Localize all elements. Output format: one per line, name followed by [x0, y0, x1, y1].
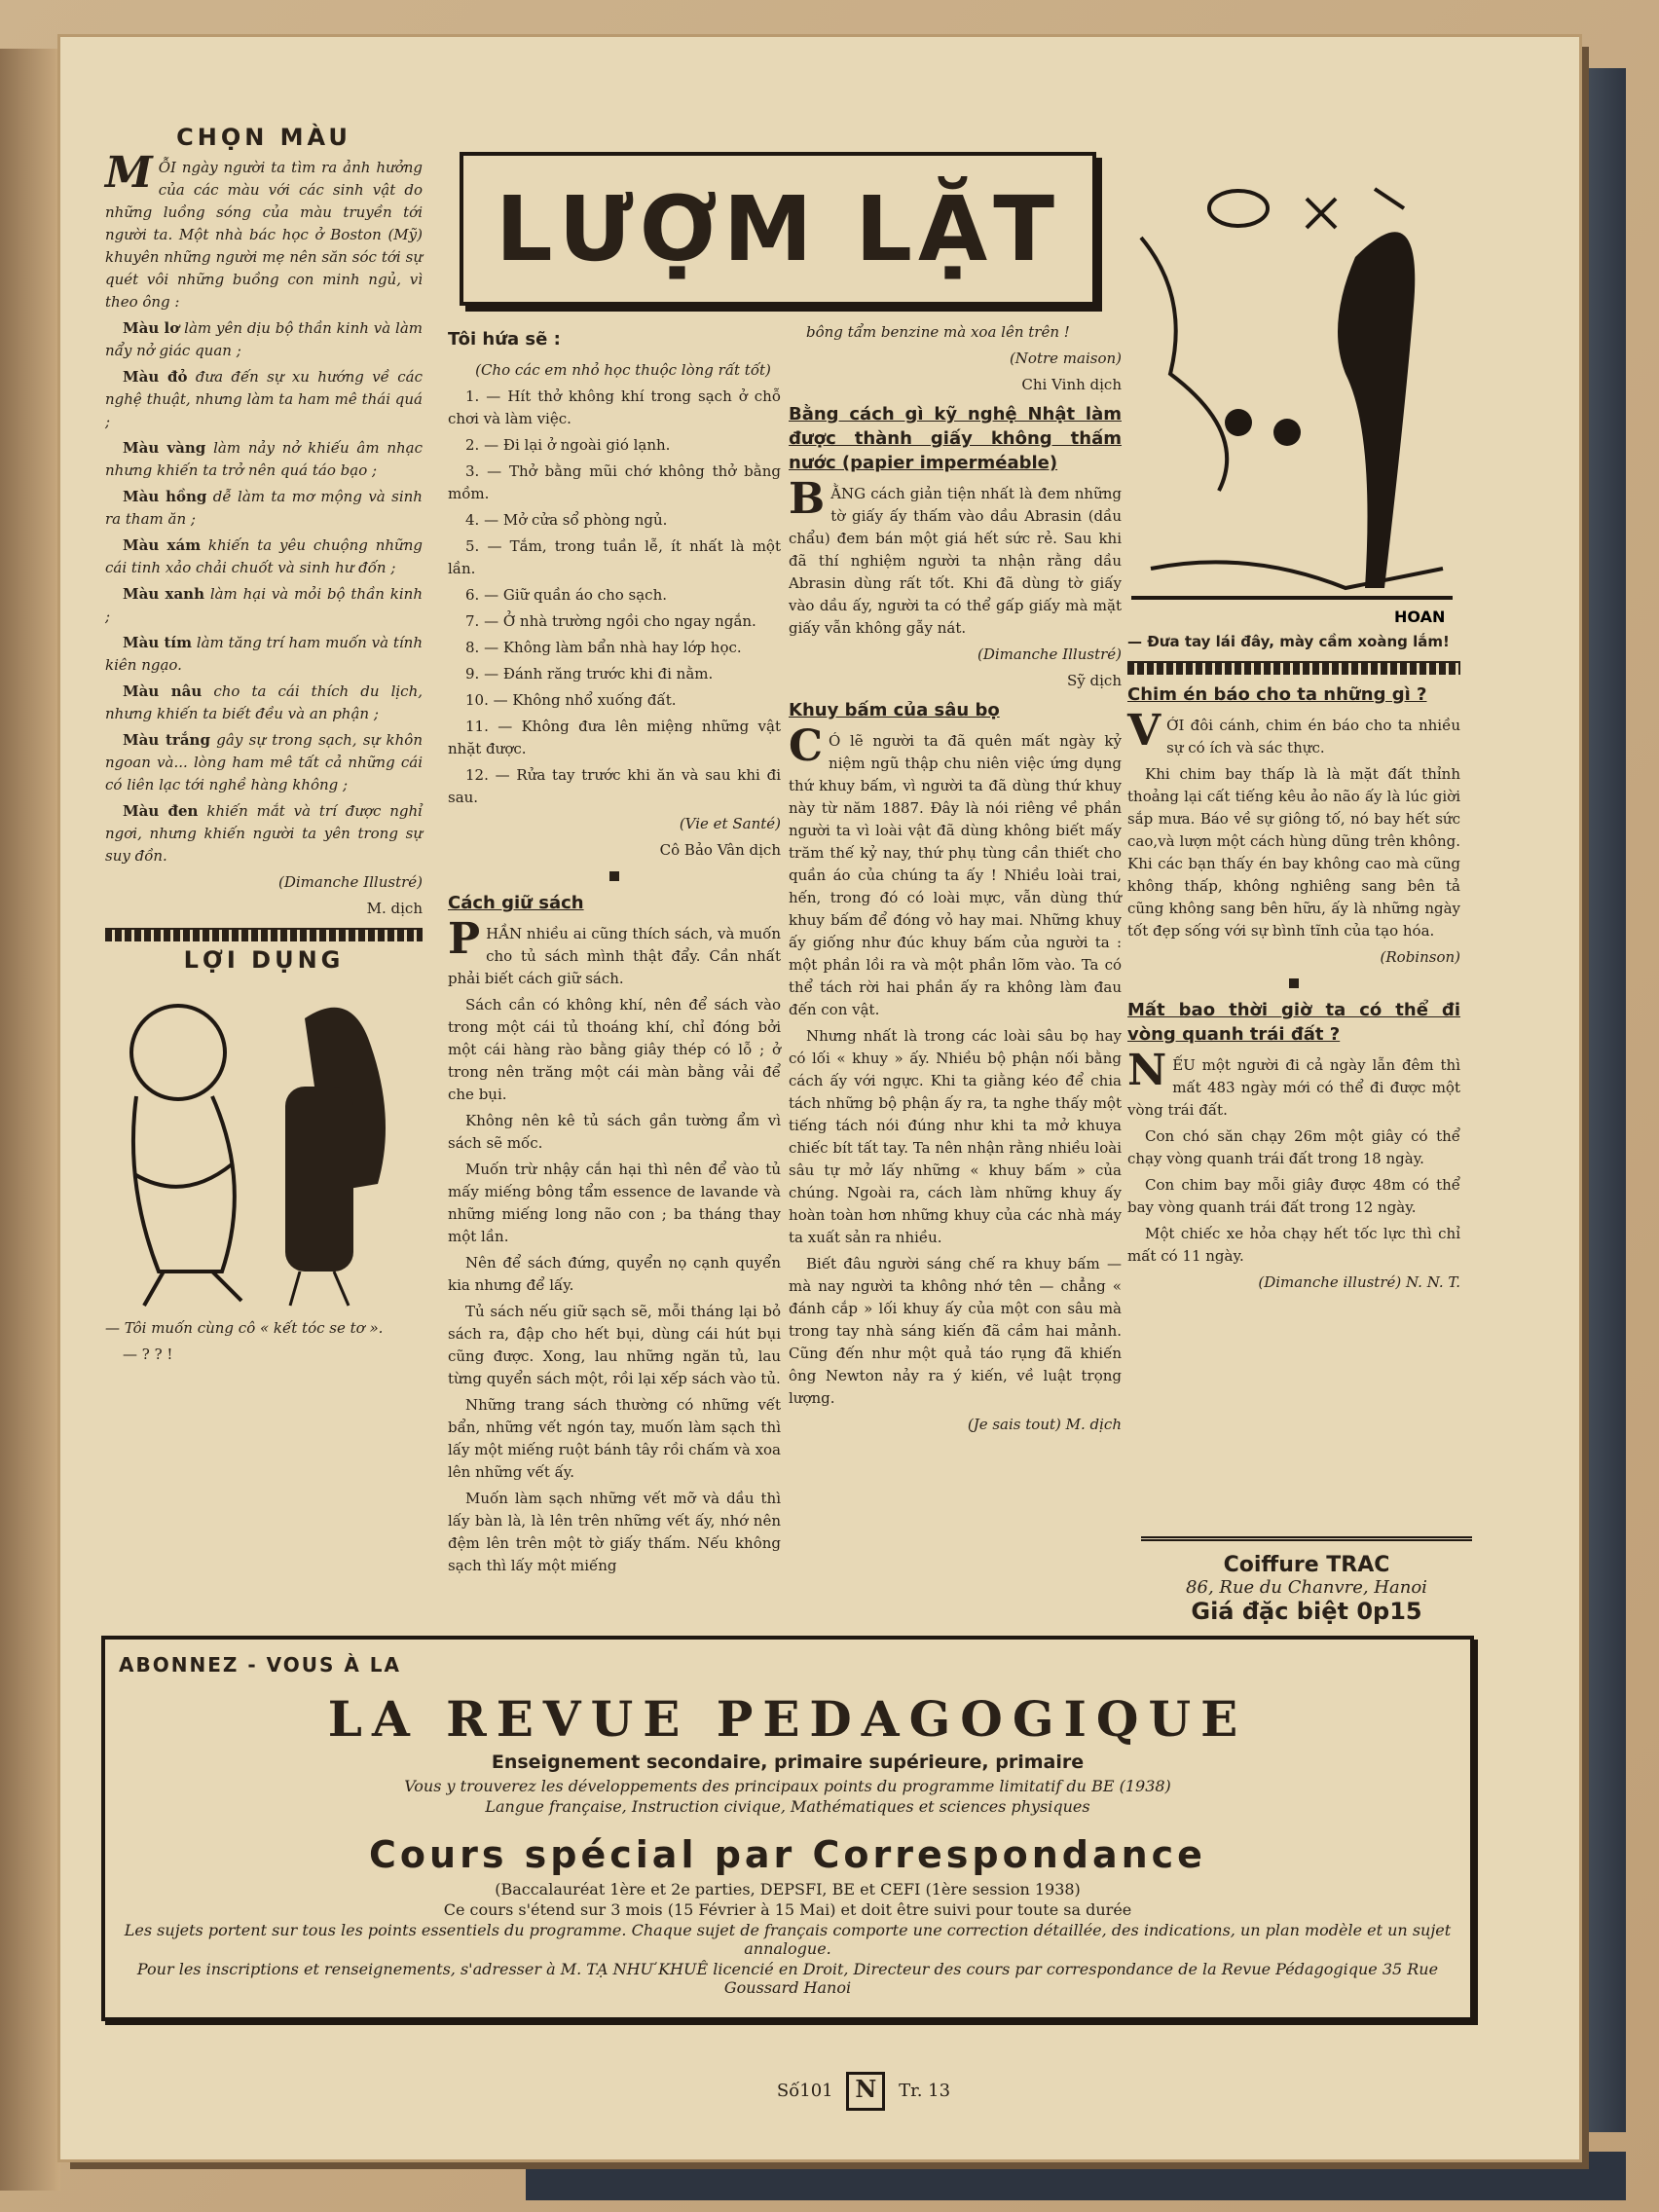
promise-item: 8. — Không làm bẩn nhà hay lớp học.	[465, 639, 742, 656]
paragraph: Không nên kê tủ sách gần tường ẩm vì sách sẽ mốc.	[448, 1112, 781, 1152]
promise-item: 7. — Ở nhà trường ngồi cho ngay ngắn.	[465, 612, 756, 630]
khuy-bam-title: Khuy bấm của sâu bọ	[789, 700, 1000, 720]
khuy-bam-source: (Je sais tout) M. dịch	[967, 1416, 1122, 1433]
color-item: Màu xanh làm hại và mỏi bộ thần kinh ;	[105, 585, 423, 625]
toi-hua-se-note: (Cho các em nhỏ học thuộc lòng rất tốt)	[475, 361, 771, 379]
paragraph: Muốn làm sạch những vết mỡ và dầu thì lấy bàn là, là lên trên những vết ấy, nhớ nên đệm lên trên một tờ giấy thấm. Nếu không sạch thì lấy một miếng	[448, 1490, 781, 1574]
paragraph: PHẦN nhiều ai cũng thích sách, và muốn cho tủ sách mình thật đẩy. Cần nhất phải biết cách giữ sách.	[448, 914, 781, 987]
chon-mau-list	[105, 317, 423, 867]
color-item: Màu đỏ đưa đến sự xu hướng về các nghệ thuật, nhưng làm ta ham mê thái quá ;	[105, 368, 423, 430]
ad-line3: (Baccalauréat 1ère et 2e parties, DEPSFI, BE et CEFI (1ère session 1938)	[495, 1880, 1081, 1899]
section-dot	[1289, 978, 1299, 988]
issue-number: Số101	[776, 2081, 833, 2101]
chon-mau-translator: M. dịch	[366, 900, 423, 917]
bang-cach-title: Bằng cách gì kỹ nghệ Nhật làm được thành giấy không thấm nước (papier imperméable)	[789, 404, 1122, 473]
ad-line6: Pour les inscriptions et renseignements, s'adresser à M. TẠ NHƯ KHUÊ licencié en Droit, Directeur des cours par correspondance de la Revue Pédagogique 35 Rue Goussard Hanoi	[136, 1960, 1439, 1997]
color-item: Màu vàng làm nảy nở khiếu âm nhạc nhưng khiến ta trở nên quá táo bạo ;	[105, 439, 424, 479]
loi-dung-title: LỢI DỤNG	[183, 946, 345, 974]
toi-hua-se-source: (Vie et Santé)	[679, 815, 781, 832]
paragraph: Một chiếc xe hỏa chạy hết tốc lực thì chỉ mất có 11 ngày.	[1127, 1225, 1460, 1265]
bang-cach-source: (Dimanche Illustré)	[977, 645, 1122, 663]
coiffure-name: Coiffure TRAC	[1223, 1553, 1390, 1577]
coiffure-ad	[1141, 1536, 1472, 1625]
promise-item: 4. — Mở cửa sổ phòng ngủ.	[465, 511, 668, 529]
promise-item: 6. — Giữ quần áo cho sạch.	[465, 586, 668, 604]
ad-cours: Cours spécial par Correspondance	[369, 1833, 1206, 1876]
bang-cach-translator: Sỹ dịch	[1067, 672, 1122, 689]
column-4	[1127, 631, 1460, 1298]
drop-cap: P	[448, 914, 481, 964]
paragraph: Khi chim bay thấp là là mặt đất thỉnh thoảng lại cất tiếng kêu ảo não ấy là lúc giời sắp mưa. Báo về sự giông tố, nó bay hết sức cao,và lượn một cách hùng dũng trên không. Khi các bạn thấy én bay không cao mà cũng không thấp, không nghiêng sang bên tả cũng không sang bên hữu, ấy là những ngày tốt đẹp sống với sự bình tĩnh của tạo hóa.	[1127, 765, 1460, 940]
page-footer	[737, 2072, 990, 2111]
loi-dung-reply: — ? ? !	[123, 1346, 173, 1363]
ad-subtitle: Enseignement secondaire, primaire supérieure, primaire	[491, 1751, 1085, 1773]
newspaper-page	[60, 37, 1579, 2159]
paragraph: Tủ sách nếu giữ sạch sẽ, mỗi tháng lại bỏ sách ra, đập cho hết bụi, dùng cái hút bụi cũng được. Xong, lau những ngăn tủ, lau từng quyển sách một, rồi lại xếp sách vào tủ.	[448, 1303, 781, 1387]
paragraph: C Ó lẽ người ta đã quên mất ngày kỷ niệm ngũ thập chu niên việc ứng dụng thứ khuy bấm, vì người ta đã dùng thứ khuy này từ năm 1887. Đây là nói riêng về phần người ta vì loài vật đã dùng không biết mấy trăm thế kỷ nay, thứ phụ tùng cần thiết cho quần áo của chúng ta ấy ! Nhiều loài trai, hến, trong đó có loài mực, vẫn dùng thứ khuy bấm để đóng vỏ hay mai. Những khuy ấy giống như đúc khuy bấm của người ta : một phần lồi ra và một phần lõm vào. Ta có thể tách rời hai phần ấy ra không làm đau đến con vật.	[789, 721, 1122, 1018]
mat-bao-source: (Dimanche illustré) N. N. T.	[1258, 1273, 1460, 1291]
divider	[105, 928, 423, 941]
paragraph: Con chó săn chạy 26m một giây có thể chạy vòng quanh trái đất trong 18 ngày.	[1127, 1127, 1460, 1167]
mat-bao-title: Mất bao thời giờ ta có thể đi vòng quanh trái đất ?	[1127, 1000, 1460, 1045]
rule	[1141, 1536, 1472, 1541]
paragraph: Nên để sách đứng, quyển nọ cạnh quyển kia nhưng để lấy.	[448, 1254, 781, 1294]
paragraph: Sách cần có không khí, nên để sách vào trong một cái tủ thoáng khí, chỉ đóng bởi một cái hàng rào bằng giây thép có lỗ ; ở trong nên trăng một cái màn bằng vải để che bụi.	[448, 996, 781, 1103]
car-crash-cartoon	[1131, 179, 1462, 627]
drop-cap: C	[789, 721, 824, 771]
ad-title: LA REVUE PEDAGOGIQUE	[327, 1690, 1248, 1748]
coiffure-address: 86, Rue du Chanvre, Hanoi	[1186, 1577, 1427, 1598]
color-item: Màu lơ làm yên dịu bộ thần kinh và làm nẩy nở giác quan ;	[105, 319, 423, 359]
paragraph: Muốn trừ nhậy cắn hại thì nên để vào tủ mấy miếng bông tẩm essence de lavande và những miếng long não con ; ba tháng thay một lần.	[448, 1161, 781, 1245]
drop-cap: B	[789, 474, 826, 524]
ad-line1: Vous y trouverez les développements des principaux points du programme limitatif du BE (1938)	[404, 1777, 1171, 1795]
book-spine	[0, 49, 60, 2191]
promise-item: 5. — Tắm, trong tuần lễ, ít nhất là một lần.	[448, 537, 781, 577]
color-item: Màu trắng gây sự trong sạch, sự khôn ngoan và... lòng ham mê tất cả những cái có liên lạc tới nghề hàng không ;	[105, 731, 423, 793]
promise-item: 1. — Hít thở không khí trong sạch ở chỗ chơi và làm việc.	[448, 387, 781, 427]
chon-mau-intro: MỖI ngày người ta tìm ra ảnh hưởng của các màu với các sinh vật do những luồng sóng của màu truyền tới người ta. Một nhà bác học ở Boston (Mỹ) khuyên những người mẹ nên săn sóc tới sự quét vôi những buồng con minh ngủ, vì theo ông :	[105, 148, 423, 311]
toi-hua-se-translator: Cô Bảo Vân dịch	[659, 841, 781, 859]
drop-cap: N	[1127, 1046, 1167, 1095]
promise-item: 11. — Không đưa lên miệng những vật nhặt được.	[448, 718, 781, 757]
bang-cach-body: BẰNG cách giản tiện nhất là đem những tờ giấy ấy thấm vào dầu Abrasin (dầu chẩu) đem bán một giá hết sức rẻ. Sau khi đã thí nghiệm người ta nhận rằng dầu Abrasin dùng rất tốt. Khi đã dùng tờ giấy vào dầu ấy, người ta có thể gấp giấy mà mặt giấy vẫn không gẫy nát.	[789, 474, 1122, 637]
ad-line4: Ce cours s'étend sur 3 mois (15 Février à 15 Mai) et doit être suivi pour toute sa durée	[443, 1900, 1132, 1919]
coiffure-price: Giá đặc biệt 0p15	[1191, 1598, 1422, 1625]
cartoon-caption: — Đưa tay lái đây, mày cầm xoàng lắm!	[1127, 633, 1450, 650]
paragraph: Con chim bay mỗi giây được 48m có thể bay vòng quanh trái đất trong 12 ngày.	[1127, 1176, 1460, 1216]
cartoon-signature: HOAN	[1394, 608, 1446, 626]
cach-giu-sach-title: Cách giữ sách	[448, 893, 584, 913]
loi-dung-caption: — Tôi muốn cùng cô « kết tóc se tơ ».	[105, 1319, 384, 1337]
paragraph: VỚI đôi cánh, chim én báo cho ta nhiều sự có ích và sác thực.	[1127, 706, 1460, 756]
chon-mau-title: CHỌN MÀU	[176, 124, 351, 151]
newspaper-logo-icon	[846, 2072, 885, 2111]
column-2	[448, 321, 781, 1581]
promise-item: 10. — Không nhổ xuống đất.	[465, 691, 677, 709]
mat-bao-body	[1127, 1046, 1460, 1268]
color-item: Màu tím làm tăng trí ham muốn và tính kiên ngạo.	[105, 634, 423, 674]
color-item: Màu nâu cho ta cái thích du lịch, nhưng khiến ta biết đều và an phận ;	[105, 682, 424, 722]
cach-giu-sach-body	[448, 914, 781, 1577]
khuy-bam-body	[789, 721, 1122, 1410]
drop-cap: V	[1127, 706, 1161, 756]
toi-hua-se-list	[448, 386, 781, 809]
col3-continuation: bông tẩm benzine mà xoa lên trên !	[806, 323, 1070, 341]
paragraph: NẾU một người đi cả ngày lẫn đêm thì mất 483 ngày mới có thể đi được một vòng trái đất.	[1127, 1046, 1460, 1119]
promise-item: 9. — Đánh răng trước khi đi nằm.	[465, 665, 714, 682]
loi-dung-cartoon	[105, 979, 423, 1310]
promise-item: 12. — Rửa tay trước khi ăn và sau khi đi sau.	[448, 766, 781, 806]
toi-hua-se-title: Tôi hứa sẽ :	[448, 329, 561, 350]
book-cover-edge	[1579, 68, 1626, 2132]
col3-source: (Notre maison)	[1009, 350, 1122, 367]
divider	[1127, 661, 1460, 675]
chim-en-body	[1127, 706, 1460, 942]
section-dot	[609, 871, 619, 881]
column-1	[105, 124, 424, 1370]
paragraph: Nhưng nhất là trong các loài sâu bọ hay có lối « khuy » ấy. Nhiều bộ phận nối bằng cách ấy với ngực. Khi ta giằng kéo để chia tách những bộ phận ấy ra, ta nghe thấy một tiếng tách nói đúng như khi ta mở khuya chiếc bít tất tay. Ta nên nhận rằng nhiều loài sâu tự mở lấy những « khuy bấm » của chúng. Ngoài ra, cách làm những khuy ấy hoàn toàn hơn những khuy của các nhà máy ta xuất sản ra nhiều.	[789, 1027, 1122, 1246]
page-number: Tr. 13	[899, 2081, 951, 2101]
revue-pedagogique-ad	[101, 1636, 1474, 2021]
ad-kicker: ABONNEZ - VOUS À LA	[119, 1653, 401, 1677]
promise-item: 2. — Đi lại ở ngoài gió lạnh.	[465, 436, 671, 454]
chim-en-source: (Robinson)	[1380, 948, 1460, 966]
chim-en-title: Chim én báo cho ta những gì ?	[1127, 684, 1427, 705]
drop-cap: M	[105, 148, 153, 198]
col3-translator: Chi Vinh dịch	[1021, 376, 1122, 393]
color-item: Màu hồng dễ làm ta mơ mộng và sinh ra tham ăn ;	[105, 488, 423, 528]
paragraph: Những trang sách thường có những vết bẩn, những vết ngón tay, muốn làm sạch thì lấy một miếng ruột bánh tây rồi chấm và xoa lên những vết ấy.	[448, 1396, 781, 1481]
ad-line5: Les sujets portent sur tous les points essentiels du programme. Chaque sujet de français comporte une correction détaillée, des indications, un plan modèle et un sujet annalogue.	[124, 1921, 1452, 1958]
paragraph: Biết đâu người sáng chế ra khuy bấm — mà nay người ta không nhớ tên — chẳng « đánh cắp » lối khuy ấy của một con sâu mà trong tay nhà sáng kiến đã cầm hai mảnh. Cũng đến như một quả táo rụng đã khiến ông Newton nảy ra ý kiến, về luật trọng lượng.	[789, 1255, 1122, 1407]
masthead-title: LƯỢM LẶT	[460, 152, 1096, 306]
color-item: Màu xám khiến ta yêu chuộng những cái tinh xảo chải chuốt và sinh hư đốn ;	[105, 536, 423, 576]
ad-line2: Langue française, Instruction civique, Mathématiques et sciences physiques	[485, 1797, 1090, 1816]
color-item: Màu đen khiến mắt và trí được nghỉ ngơi, nhưng khiến người ta yên trong sự suy đồn.	[105, 802, 423, 865]
column-3	[789, 321, 1122, 1440]
chon-mau-source: (Dimanche Illustré)	[277, 873, 423, 891]
promise-item: 3. — Thở bằng mũi chớ không thở bằng mồm.	[448, 462, 781, 502]
